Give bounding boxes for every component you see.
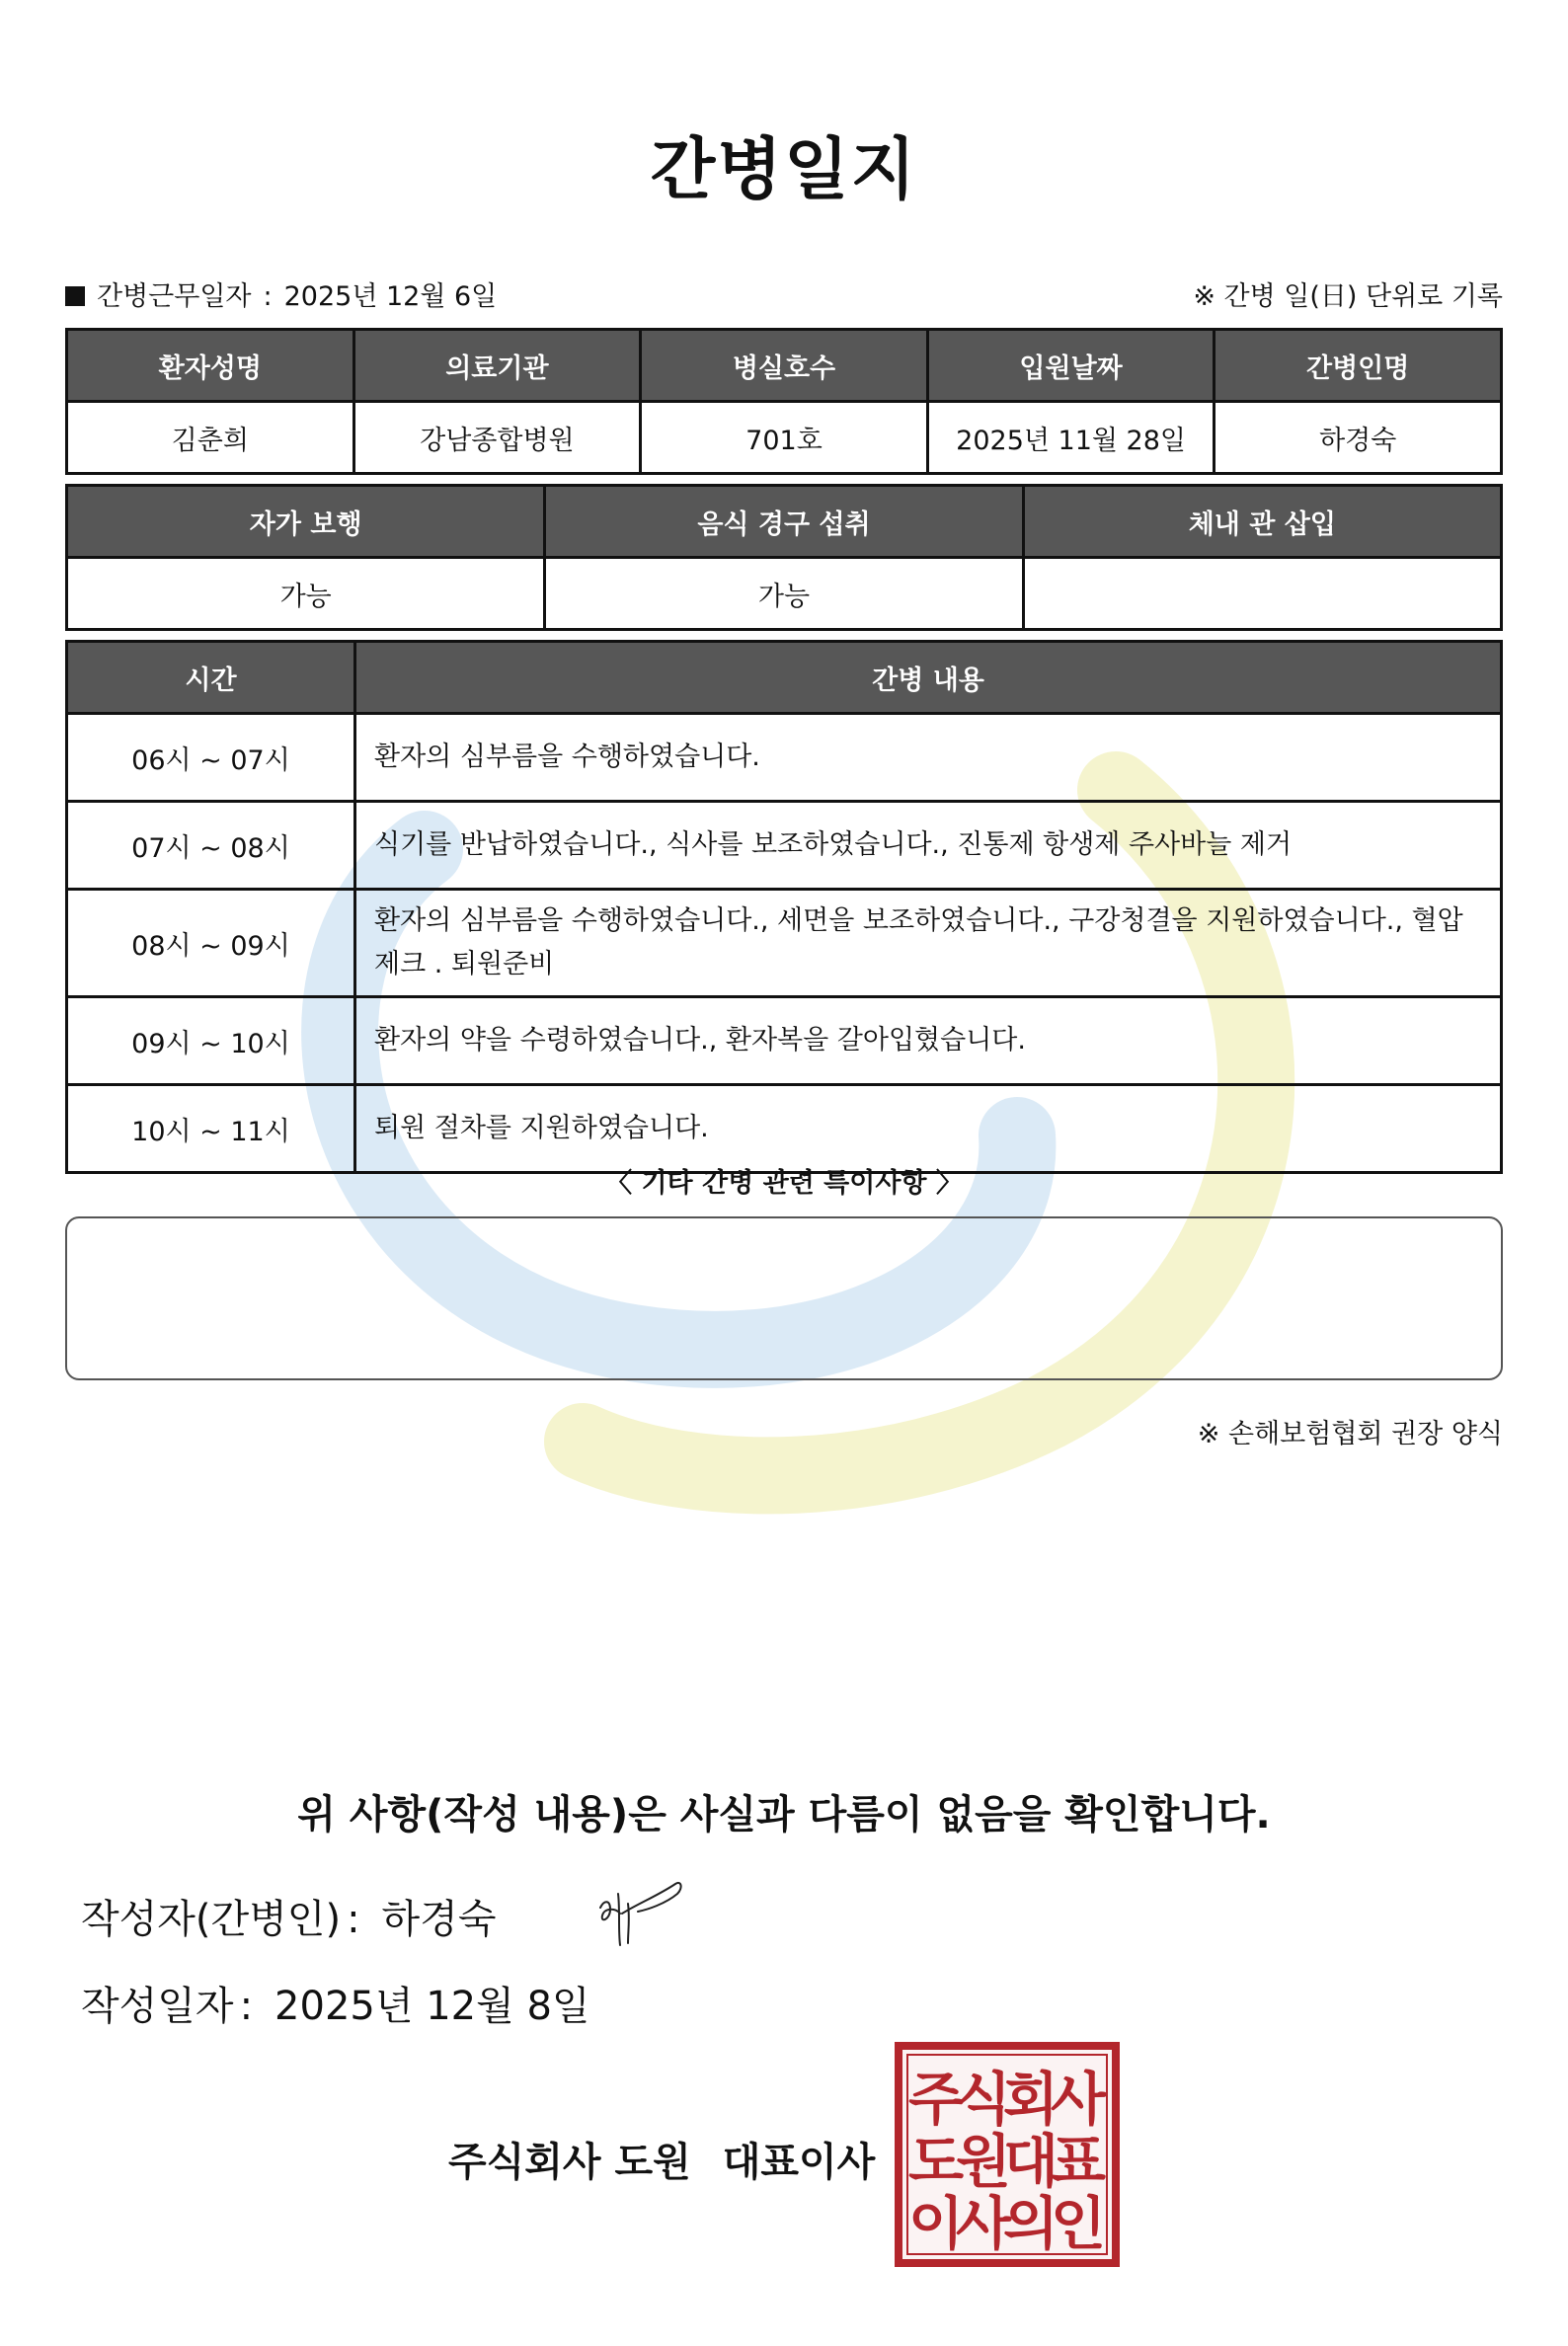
patient-value-row bbox=[67, 402, 1502, 474]
svg-text:사: 사 bbox=[1050, 2066, 1107, 2133]
patient-name: 김춘희 bbox=[67, 402, 354, 474]
oral-intake-value: 가능 bbox=[545, 558, 1023, 630]
confirmation-statement: 위 사항(작성 내용)은 사실과 다름이 없음을 확인합니다. bbox=[297, 1792, 1271, 1838]
table-row bbox=[67, 1085, 1502, 1173]
special-notes-box bbox=[65, 1216, 1503, 1380]
svg-text:주: 주 bbox=[907, 2066, 965, 2133]
log-time: 09시 ~ 10시 bbox=[67, 997, 355, 1085]
writer-name: 하경숙 bbox=[381, 1897, 497, 1942]
work-date-value: 2025년 12월 6일 bbox=[283, 281, 498, 312]
header-time: 시간 bbox=[67, 642, 355, 714]
patient-info-table bbox=[65, 328, 1503, 475]
status-value-row bbox=[67, 558, 1502, 630]
status-header-row bbox=[67, 486, 1502, 558]
log-content: 식기를 반납하였습니다., 식사를 보조하였습니다., 진통제 항생제 주사바늘 제거 bbox=[355, 802, 1502, 890]
header-walking: 자가 보행 bbox=[67, 486, 545, 558]
header-tube-insertion: 체내 관 삽입 bbox=[1023, 486, 1501, 558]
table-row bbox=[67, 997, 1502, 1085]
svg-text:회: 회 bbox=[1002, 2066, 1059, 2133]
work-date-label: 간병근무일자 bbox=[97, 281, 252, 312]
svg-text:원: 원 bbox=[955, 2128, 1012, 2195]
company-seal-stamp bbox=[895, 2042, 1120, 2267]
work-date: 간병근무일자 : 2025년 12월 6일 bbox=[65, 274, 497, 313]
svg-text:식: 식 bbox=[955, 2066, 1012, 2133]
log-time: 10시 ~ 11시 bbox=[67, 1085, 355, 1173]
header-care-content: 간병 내용 bbox=[355, 642, 1502, 714]
log-content: 환자의 약을 수령하였습니다., 환자복을 갈아입혔습니다. bbox=[355, 997, 1502, 1085]
form-note: ※ 손해보험협회 권장 양식 bbox=[1197, 1419, 1503, 1449]
patient-header-row bbox=[67, 330, 1502, 402]
square-bullet-icon bbox=[65, 286, 85, 306]
admission-date: 2025년 11월 28일 bbox=[927, 402, 1215, 474]
signature-image bbox=[594, 1874, 685, 1953]
writer-label: 작성자(간병인) bbox=[81, 1897, 342, 1942]
table-row bbox=[67, 714, 1502, 802]
hospital-name: 강남종합병원 bbox=[353, 402, 641, 474]
log-time: 06시 ~ 07시 bbox=[67, 714, 355, 802]
company-name: 주식회사 도원 bbox=[448, 2140, 691, 2185]
log-time: 07시 ~ 08시 bbox=[67, 802, 355, 890]
svg-text:사: 사 bbox=[955, 2190, 1012, 2257]
log-header-row bbox=[67, 642, 1502, 714]
svg-text:이: 이 bbox=[907, 2190, 965, 2257]
header-hospital: 의료기관 bbox=[353, 330, 641, 402]
header-patient-name: 환자성명 bbox=[67, 330, 354, 402]
work-date-row bbox=[65, 274, 1503, 310]
care-log-table bbox=[65, 640, 1503, 1174]
write-date-value: 2025년 12월 8일 bbox=[274, 1984, 590, 2029]
walking-value: 가능 bbox=[67, 558, 545, 630]
log-content: 환자의 심부름을 수행하였습니다., 세면을 보조하였습니다., 구강청결을 지원하였습니다., 혈압 제크 . 퇴원준비 bbox=[355, 890, 1502, 997]
caregiver-name: 하경숙 bbox=[1215, 402, 1502, 474]
svg-text:의: 의 bbox=[1002, 2190, 1059, 2257]
svg-text:도: 도 bbox=[907, 2128, 965, 2195]
header-admission-date: 입원날짜 bbox=[927, 330, 1215, 402]
company-title: 대표이사 bbox=[722, 2140, 876, 2185]
tube-insertion-value bbox=[1023, 558, 1501, 630]
company-line bbox=[448, 2131, 875, 2187]
header-oral-intake: 음식 경구 섭취 bbox=[545, 486, 1023, 558]
header-room: 병실호수 bbox=[641, 330, 928, 402]
unit-note: ※ 간병 일(日) 단위로 기록 bbox=[1193, 281, 1503, 312]
header-caregiver: 간병인명 bbox=[1215, 330, 1502, 402]
patient-status-table bbox=[65, 484, 1503, 631]
document-title: 간병일지 bbox=[650, 131, 918, 209]
log-content: 환자의 심부름을 수행하였습니다. bbox=[355, 714, 1502, 802]
svg-text:대: 대 bbox=[1002, 2128, 1059, 2195]
special-notes-title: 〈 기타 간병 관련 특이사항 〉 bbox=[605, 1168, 963, 1199]
room-number: 701호 bbox=[641, 402, 928, 474]
writer-line: 작성자(간병인) : 하경숙 bbox=[81, 1897, 497, 1942]
write-date-label: 작성일자 bbox=[81, 1984, 234, 2029]
table-row bbox=[67, 802, 1502, 890]
write-date-line: 작성일자 : 2025년 12월 8일 bbox=[81, 1984, 590, 2029]
log-content: 퇴원 절차를 지원하였습니다. bbox=[355, 1085, 1502, 1173]
log-time: 08시 ~ 09시 bbox=[67, 890, 355, 997]
svg-text:인: 인 bbox=[1050, 2190, 1107, 2257]
table-row bbox=[67, 890, 1502, 997]
svg-text:표: 표 bbox=[1050, 2128, 1107, 2195]
